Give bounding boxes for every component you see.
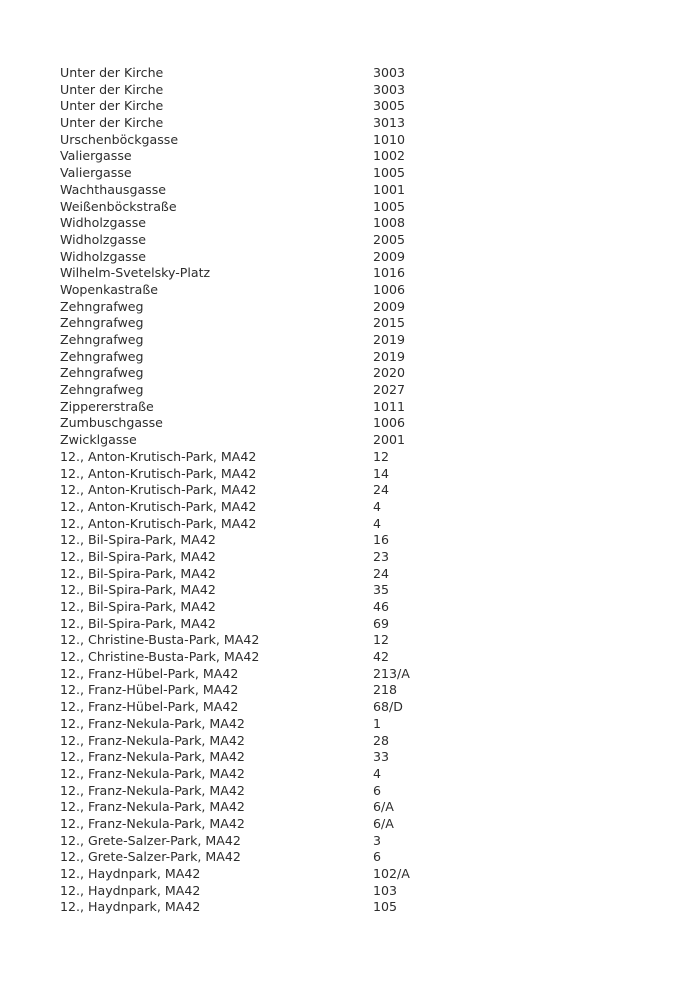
list-item (60, 616, 660, 633)
street-name: 12., Christine-Busta-Park, MA42 (60, 649, 260, 665)
street-name: Wilhelm-Svetelsky-Platz (60, 265, 211, 281)
street-number: 24 (373, 565, 390, 581)
street-number: 2009 (373, 248, 406, 264)
list-item (60, 566, 660, 583)
street-name: 12., Bil-Spira-Park, MA42 (60, 532, 216, 548)
street-name: Urschenböckgasse (60, 131, 179, 147)
list-item (60, 399, 660, 416)
street-name: 12., Bil-Spira-Park, MA42 (60, 548, 216, 564)
list-item (60, 332, 660, 349)
list-item (60, 783, 660, 800)
street-name: Zehngrafweg (60, 382, 144, 398)
street-name: Zehngrafweg (60, 332, 144, 347)
list-item (60, 699, 660, 716)
street-name: Valiergasse (60, 148, 132, 164)
street-number: 2001 (373, 432, 406, 448)
list-item (60, 199, 660, 216)
list-item (60, 849, 660, 866)
list-item (60, 65, 660, 82)
street-name: Zehngrafweg (60, 348, 144, 364)
list-item (60, 833, 660, 850)
street-name: 12., Bil-Spira-Park, MA42 (60, 582, 216, 598)
street-name: Widholzgasse (60, 231, 147, 247)
street-number: 1002 (373, 148, 406, 164)
list-item (60, 716, 660, 733)
list-item (60, 582, 660, 599)
street-number: 35 (373, 582, 390, 598)
list-item (60, 499, 660, 516)
street-number: 4 (373, 765, 382, 781)
list-item (60, 532, 660, 549)
street-name: 12., Franz-Hübel-Park, MA42 (60, 682, 239, 698)
list-item (60, 682, 660, 699)
street-number: 2009 (373, 298, 406, 314)
street-name: Zehngrafweg (60, 298, 144, 314)
street-name: Zippererstraße (60, 398, 154, 414)
street-number: 12 (373, 632, 390, 648)
street-number: 4 (373, 498, 382, 514)
street-name: Unter der Kirche (60, 65, 164, 80)
list-item (60, 866, 660, 883)
list-item (60, 232, 660, 249)
street-name: Zehngrafweg (60, 315, 144, 331)
street-name: 12., Anton-Krutisch-Park, MA42 (60, 482, 257, 498)
street-name: 12., Franz-Nekula-Park, MA42 (60, 815, 245, 831)
list-item (60, 816, 660, 833)
list-item (60, 666, 660, 683)
street-name: 12., Franz-Nekula-Park, MA42 (60, 799, 245, 815)
street-number: 103 (373, 882, 398, 898)
street-number: 46 (373, 599, 390, 614)
list-item (60, 766, 660, 783)
street-number: 69 (373, 615, 390, 631)
street-number: 2020 (373, 365, 406, 381)
list-item (60, 883, 660, 900)
street-name: 12., Franz-Nekula-Park, MA42 (60, 715, 245, 731)
street-number: 3003 (373, 65, 406, 80)
street-name: 12., Haydnpark, MA42 (60, 899, 201, 915)
list-item (60, 899, 660, 916)
street-number: 14 (373, 465, 390, 481)
street-name: 12., Franz-Nekula-Park, MA42 (60, 782, 245, 798)
list-item (60, 265, 660, 282)
street-name: 12., Anton-Krutisch-Park, MA42 (60, 465, 257, 481)
street-number: 2027 (373, 382, 406, 398)
list-item (60, 282, 660, 299)
street-name: Wopenkastraße (60, 281, 159, 297)
list-item (60, 733, 660, 750)
list-item (60, 115, 660, 132)
street-number: 3013 (373, 115, 406, 131)
street-number: 1006 (373, 281, 406, 297)
street-number: 1001 (373, 181, 406, 197)
street-number: 68/D (373, 699, 403, 715)
street-name: Unter der Kirche (60, 98, 164, 114)
street-number: 102/A (373, 866, 410, 881)
street-number: 28 (373, 732, 390, 748)
street-number: 1006 (373, 415, 406, 431)
street-name: Wachthausgasse (60, 181, 167, 197)
street-number: 23 (373, 548, 390, 564)
street-number: 1011 (373, 398, 406, 414)
list-item (60, 482, 660, 499)
list-item (60, 549, 660, 566)
list-item (60, 349, 660, 366)
street-number: 6 (373, 849, 382, 865)
street-name: Zumbuschgasse (60, 415, 163, 431)
street-number: 24 (373, 482, 390, 498)
list-item (60, 415, 660, 432)
street-name: 12., Bil-Spira-Park, MA42 (60, 599, 216, 614)
street-name: Widholzgasse (60, 248, 147, 264)
street-name: 12., Anton-Krutisch-Park, MA42 (60, 515, 257, 531)
street-number: 1 (373, 715, 382, 731)
street-name: 12., Grete-Salzer-Park, MA42 (60, 832, 241, 848)
street-number: 12 (373, 448, 390, 464)
list-item (60, 299, 660, 316)
list-item (60, 632, 660, 649)
street-name: Unter der Kirche (60, 81, 164, 97)
list-item (60, 165, 660, 182)
street-name: 12., Bil-Spira-Park, MA42 (60, 615, 216, 631)
list-item (60, 215, 660, 232)
street-name: Valiergasse (60, 165, 132, 181)
street-number: 16 (373, 532, 390, 548)
list-item (60, 449, 660, 466)
street-name: Zwicklgasse (60, 432, 137, 448)
street-name: 12., Franz-Nekula-Park, MA42 (60, 749, 245, 765)
list-item (60, 98, 660, 115)
street-name: 12., Franz-Nekula-Park, MA42 (60, 765, 245, 781)
street-number: 1016 (373, 265, 406, 281)
list-item (60, 315, 660, 332)
list-item (60, 148, 660, 165)
list-item (60, 649, 660, 666)
street-number: 3005 (373, 98, 406, 114)
street-number: 2019 (373, 348, 406, 364)
street-name: Zehngrafweg (60, 365, 144, 381)
street-name: Unter der Kirche (60, 115, 164, 131)
street-number: 105 (373, 899, 398, 915)
street-number: 6/A (373, 815, 394, 831)
street-number: 1008 (373, 215, 406, 231)
street-number: 3003 (373, 81, 406, 97)
street-name: 12., Anton-Krutisch-Park, MA42 (60, 498, 257, 514)
street-number: 1005 (373, 165, 406, 181)
street-name: 12., Franz-Hübel-Park, MA42 (60, 699, 239, 715)
list-item (60, 599, 660, 616)
street-name: Widholzgasse (60, 215, 147, 231)
street-number: 218 (373, 682, 398, 698)
list-item (60, 249, 660, 266)
street-number: 3 (373, 832, 382, 848)
street-number: 2015 (373, 315, 406, 331)
street-name: 12., Bil-Spira-Park, MA42 (60, 565, 216, 581)
list-item (60, 749, 660, 766)
list-item (60, 382, 660, 399)
street-number: 1010 (373, 131, 406, 147)
street-number: 2019 (373, 332, 406, 347)
street-name: 12., Anton-Krutisch-Park, MA42 (60, 448, 257, 464)
street-name: 12., Christine-Busta-Park, MA42 (60, 632, 260, 648)
street-name: 12., Haydnpark, MA42 (60, 882, 201, 898)
list-item (60, 182, 660, 199)
list-item (60, 516, 660, 533)
street-name: 12., Haydnpark, MA42 (60, 866, 201, 881)
list-item (60, 432, 660, 449)
list-item (60, 799, 660, 816)
street-number: 2005 (373, 231, 406, 247)
street-number: 4 (373, 515, 382, 531)
street-name: 12., Grete-Salzer-Park, MA42 (60, 849, 241, 865)
list-item (60, 466, 660, 483)
street-number: 42 (373, 649, 390, 665)
street-number: 213/A (373, 665, 410, 681)
street-name: 12., Franz-Nekula-Park, MA42 (60, 732, 245, 748)
street-number: 33 (373, 749, 390, 765)
street-name: 12., Franz-Hübel-Park, MA42 (60, 665, 239, 681)
street-number: 6/A (373, 799, 394, 815)
street-number: 6 (373, 782, 382, 798)
list-item (60, 82, 660, 99)
list-item (60, 132, 660, 149)
street-number-list (60, 65, 660, 916)
street-number: 1005 (373, 198, 406, 214)
street-name: Weißenböckstraße (60, 198, 177, 214)
list-item (60, 365, 660, 382)
